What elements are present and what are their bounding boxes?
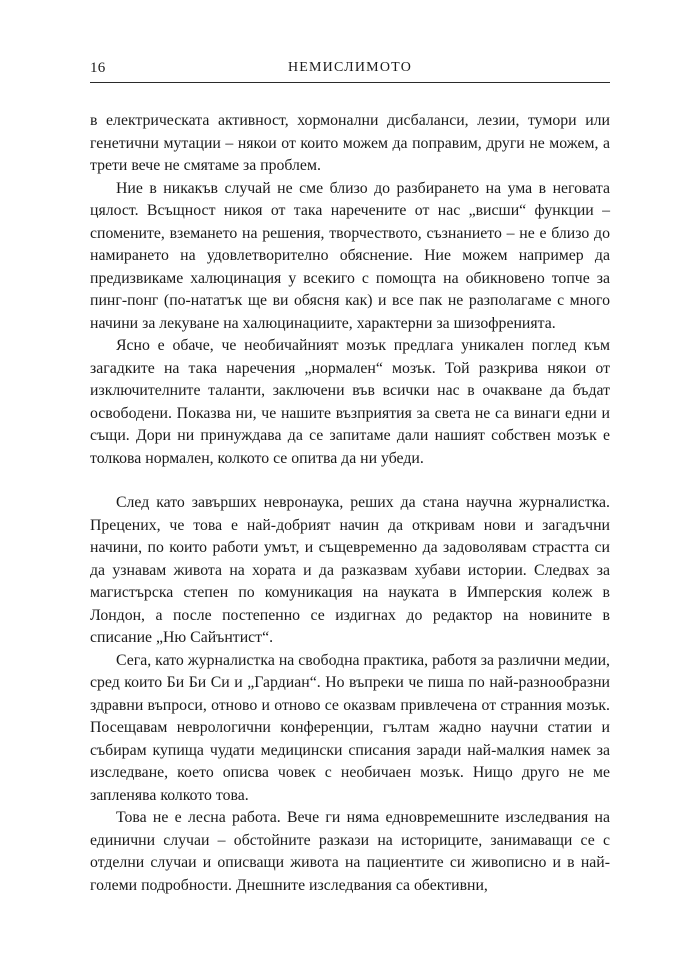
paragraph: Ясно е обаче, че необичайният мозък предлага уникален поглед към загадките на така наречения „нормален“ мозък. Той разкрива някои от изключителните таланти, заключени във всички нас в очакване да бъдат освободени. Показва ни, че нашите възприятия за света не са винаги едни и същи. Дори ни принуждава да се запитаме дали нашият собствен мозък е толкова нормален, колкото се опитва да ни убеди.	[90, 337, 610, 467]
header-rule	[90, 82, 610, 83]
paragraph: в електрическата активност, хормонални дисбаланси, лезии, тумори или генетични мутации – някои от които можем да поправим, други не можем, а трети вече не смятаме за проблем.	[90, 112, 610, 174]
body-text	[90, 110, 610, 897]
paragraph: След като завърших невронаука, реших да стана научна журналистка. Прецених, че това е най-добрият начин да откривам нови и загадъчни начини, по които работи умът, и същевременно да задоволявам страстта си да узнавам живота на хората и да разказвам хубави истории. Следвах за магистърска степен по комуникация на науката в Имперския колеж в Лондон, а после постепенно се издигнах до редактор на новините в списание „Ню Сайънтист“.	[90, 494, 610, 646]
paragraph: Това не е лесна работа. Вече ги няма едновремешните изследвания на единични случаи – обстойните разкази на историците, занимаващи се с отделни случаи и описващи живота на пациентите си живописно и в най-големи подробности. Днешните изследвания са обективни,	[90, 809, 610, 894]
page-number: 16	[90, 60, 106, 76]
paragraph: Ние в никакъв случай не сме близо до разбирането на ума в неговата цялост. Всъщност никоя от така наречените от нас „висши“ функции – спомените, вземането на решения, творчеството, съзнанието – не е близо до намирането на удовлетворително обяснение. Ние можем например да предизвикаме халюцинация у всекиго с помощта на обикновено топче за пинг-понг (по-нататък ще ви обясня как) и все пак не разполагаме с много начини за лекуване на халюцинациите, характерни за шизофренията.	[90, 179, 610, 332]
running-title: НЕМИСЛИМОТО	[287, 60, 413, 75]
page-header	[90, 60, 610, 88]
paragraph: Сега, като журналистка на свободна практика, работя за различни медии, сред които Би Би Си и „Гардиан“. Но въпреки че пиша по най-разнообразни здравни въпроси, отново и отново се оказвам привлечена от странния мозък. Посещавам неврологични конференции, гълтам жадно научни статии и събирам купища чудати медицински списания заради най-малкия намек за изследване, което описва човек с необичаен мозък. Нищо друго не ме запленява колкото това.	[90, 651, 610, 804]
section-break	[90, 470, 610, 492]
